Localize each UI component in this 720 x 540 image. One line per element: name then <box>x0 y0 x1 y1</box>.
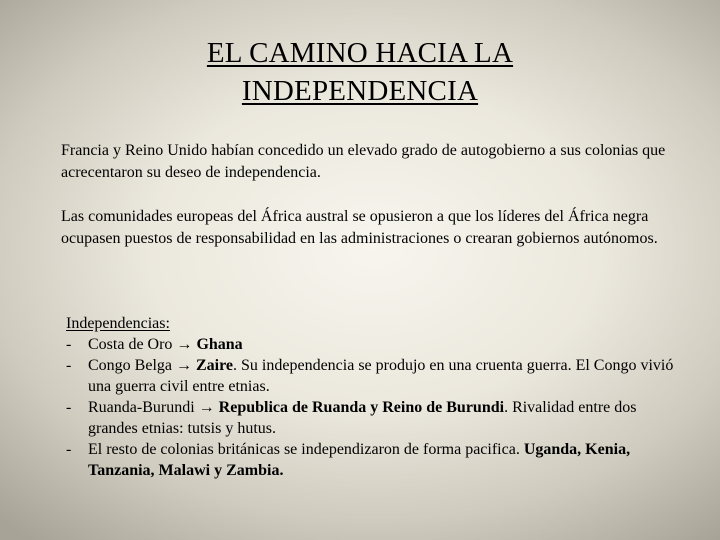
item-text: Costa de Oro → <box>88 336 197 353</box>
item-text: El resto de colonias británicas se independizaron de forma pacifica. <box>88 441 524 458</box>
independencias-list <box>66 334 676 481</box>
title-line-2: INDEPENDENCIA <box>241 75 479 107</box>
independencias-section <box>66 313 676 481</box>
title-line-1: EL CAMINO HACIA LA <box>206 37 514 69</box>
item-text: Ruanda-Burundi → <box>88 399 219 416</box>
list-item-ruanda-burundi <box>66 397 676 439</box>
slide-title <box>60 34 660 110</box>
item-rest: . Su independencia se produjo en una cruenta guerra. El Congo vivió una guerra civil entre etnias. <box>88 357 674 395</box>
bullet-dash: - <box>66 441 72 458</box>
list-item-ghana <box>66 334 676 355</box>
item-country: Republica de Ruanda y Reino de Burundi <box>218 399 505 416</box>
item-rest: . Rivalidad entre dos grandes etnias: tutsis y hutus. <box>88 399 637 437</box>
list-item-zaire <box>66 355 676 397</box>
independencias-heading: Independencias: <box>66 315 170 332</box>
list-item-colonias-britanicas <box>66 439 676 481</box>
item-country: Uganda, Kenia, Tanzania, Malawi y Zambia. <box>88 441 631 479</box>
paragraph-africa-austral: Las comunidades europeas del África austral se opusieron a que los líderes del África negra ocupasen puestos de responsabilidad en las administraciones o crearan gobiernos autónomos. <box>61 208 658 247</box>
bullet-dash: - <box>66 357 72 374</box>
bullet-dash: - <box>66 399 72 416</box>
paragraph-autogobierno: Francia y Reino Unido habían concedido un elevado grado de autogobierno a sus colonias que acrecentaron su deseo de independencia. <box>61 142 666 181</box>
item-text: Congo Belga → <box>88 357 196 374</box>
item-country: Zaire <box>196 357 234 374</box>
item-country: Ghana <box>196 336 243 353</box>
bullet-dash: - <box>66 336 72 353</box>
